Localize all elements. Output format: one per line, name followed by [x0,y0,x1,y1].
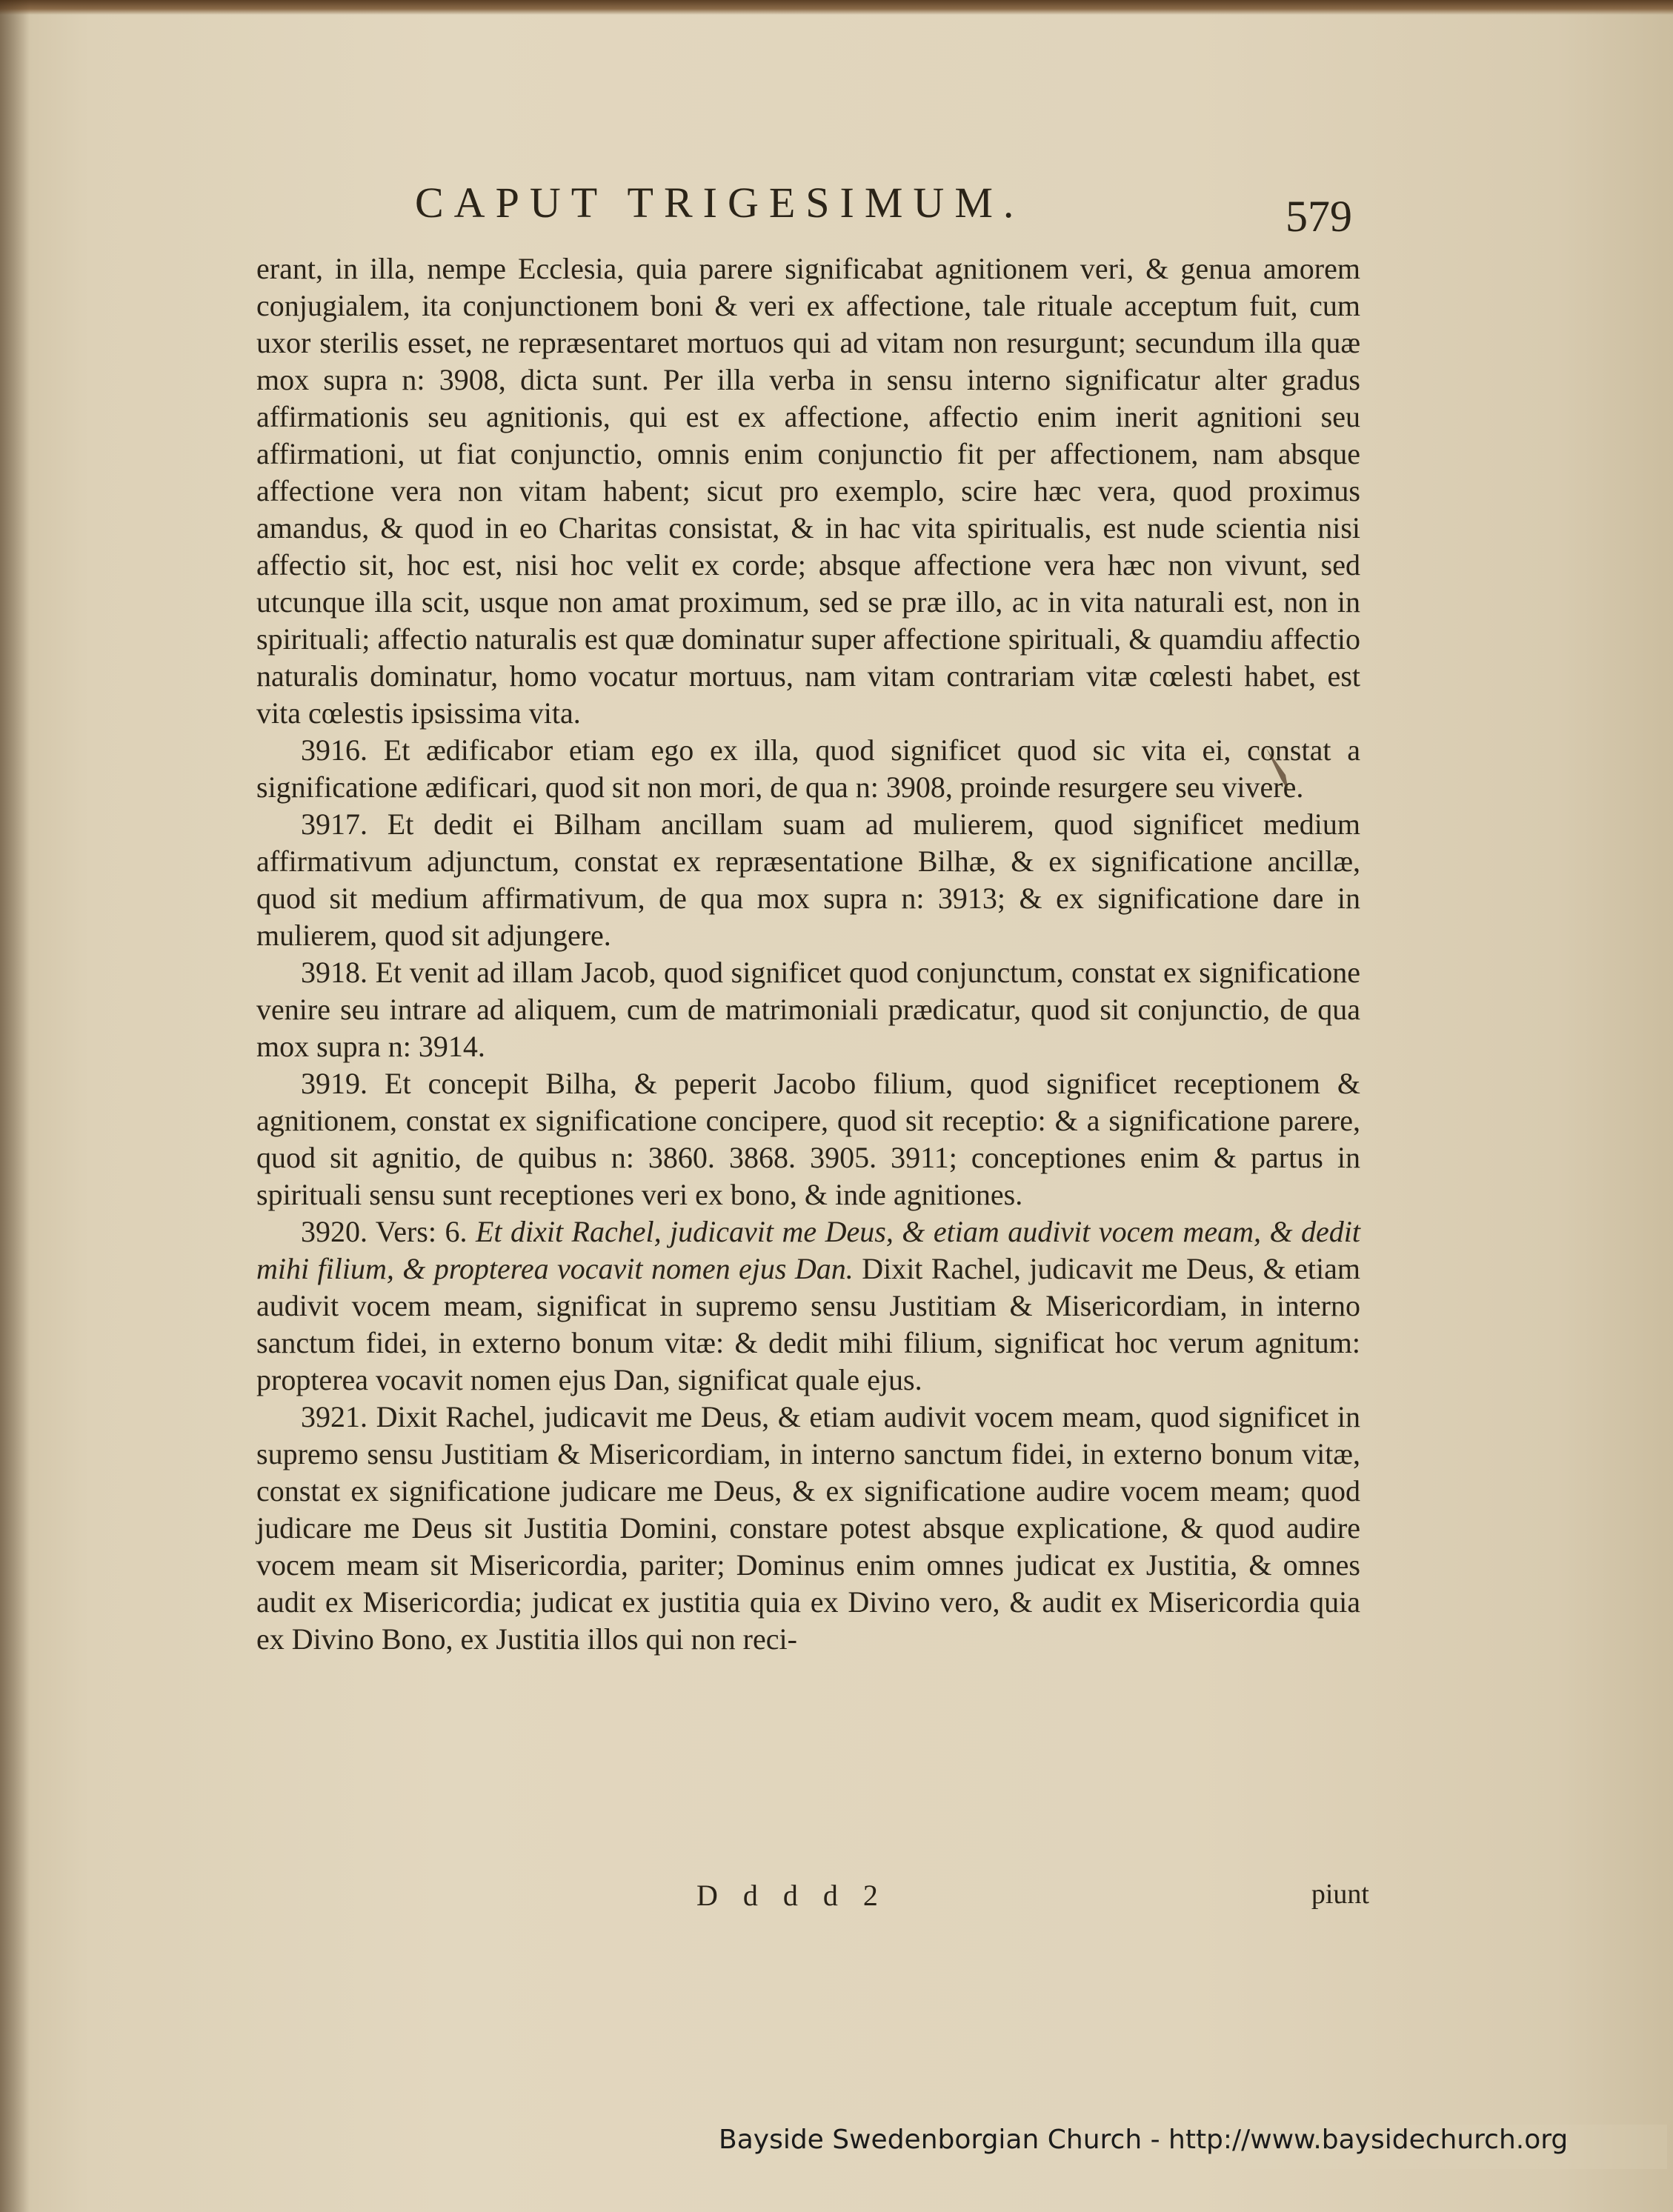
paragraph-text: 3921. Dixit Rachel, judicavit me Deus, & etiam audivit vocem meam, quod significet in supremo sensu Justitiam & Misericordiam, in interno sanctum fidei, in externo bonum vitæ, constat ex significatione judicare me Deus, & ex significatione audire vocem meam; quod judicare me Deus sit Justitia Domini, constare potest absque explicatione, & quod audire vocem meam sit Misericordia, pariter; Dominus enim omnes judicat ex Justitia, & omnes audit ex Misericordia; judicat ex justitia quia ex Divino vero, & audit ex Misericordia quia ex Divino Bono, ex Justitia illos qui non reci- [256,1400,1360,1656]
paragraph-3919 [256,1065,1360,1213]
paragraph-text: 3917. Et dedit ei Bilham ancillam suam ad mulierem, quod significet medium affirmativum adjunctum, constat ex repræsentatione Bilhæ, & ex significatione ancillæ, quod sit medium affirmativum, de qua mox supra n: 3913; & ex significatione dare in mulierem, quod sit adjungere. [256,807,1360,952]
scripture-quote: Et dixit Rachel, judicavit me Deus, & etiam audivit vocem meam, & dedit mihi filium, & propterea vocavit nomen ejus Dan. [256,1215,1361,1285]
paragraph-3918 [256,954,1360,1065]
paragraph-continuation [256,250,1360,732]
paragraph-3917 [256,806,1360,954]
page-gutter-shadow [0,0,30,2212]
paragraph-text: Dixit Rachel, judicavit me Deus, & etiam audivit vocem meam, significat in supremo sensu Justitiam & Misericordiam, in interno sanctum fidei, in externo bonum vitæ: & dedit mihi filium, significat hoc verum agnitum: propterea vocavit nomen ejus Dan, significat quale ejus. [256,1252,1360,1396]
page-top-edge [0,0,1673,15]
catchword: piunt [1311,1879,1369,1910]
paragraph-3916 [256,732,1360,806]
paragraph-3921 [256,1399,1360,1658]
paragraph-text: 3919. Et concepit Bilha, & peperit Jacobo filium, quod significet receptionem & agnitionem, constat ex significatione concipere, quod sit receptio: & a significatione parere, quod sit agnitio, de quibus n: 3860. 3868. 3905. 3911; conceptiones enim & partus in spirituali sensu sunt receptiones veri ex bono, & inde agnitiones. [256,1067,1360,1211]
running-head: CAPUT TRIGESIMUM. [415,179,1025,227]
body-text [256,250,1360,1658]
paragraph-text: 3918. Et venit ad illam Jacob, quod significet quod conjunctum, constat ex significatione venire seu intrare ad aliquem, cum de matrimoniali prædicatur, quod sit conjunctio, de qua mox supra n: 3914. [256,956,1360,1063]
ink-mark-icon [1263,745,1293,797]
paragraph-text: erant, in illa, nempe Ecclesia, quia parere significabat agnitionem veri, & genua amorem conjugialem, ita conjunctionem boni & veri ex affectione, tale rituale acceptum fuit, cum uxor sterilis esset, ne repræsentaret mortuos qui ad vitam non resurgunt; secundum illa quæ mox supra n: 3908, dicta sunt. Per illa verba in sensu interno significatur alter gradus affirmationis seu agnitionis, qui est ex affectione, affectio enim inerit agnitioni seu affirmationi, ut fiat conjunctio, omnis enim conjunctio fit per affectionem, nam absque affectione vera non vitam habent; sicut pro exemplo, scire hæc vera, quod proximus amandus, & quod in eo Charitas consistat, & in hac vita spiritualis, est nude scientia nisi affectio sit, hoc est, nisi hoc velit ex corde; absque affectione vera hæc non vivunt, sed utcunque illa scit, usque non amat proximum, sed se præ illo, ac in vita naturali est, non in spirituali; affectio naturalis est quæ dominatur super affectione spirituali, & quamdiu affectio naturalis dominatur, homo vocatur mortuus, nam vitam contrariam vitæ cœlesti habet, est vita cœlestis ipsissima vita. [256,252,1360,730]
watermark-link[interactable]: Bayside Swedenborgian Church - http://www.baysidechurch.org [719,2125,1667,2169]
page-number: 579 [1285,192,1352,241]
paragraph-text: 3916. Et ædificabor etiam ego ex illa, quod significet quod sic vita ei, constat a significatione ædificari, quod sit non mori, de qua n: 3908, proinde resurgere seu vivere. [256,733,1360,804]
paragraph-prefix: 3920. Vers: 6. [301,1215,468,1248]
signature-mark: D d d d 2 [696,1879,887,1912]
paragraph-3920 [256,1213,1360,1399]
